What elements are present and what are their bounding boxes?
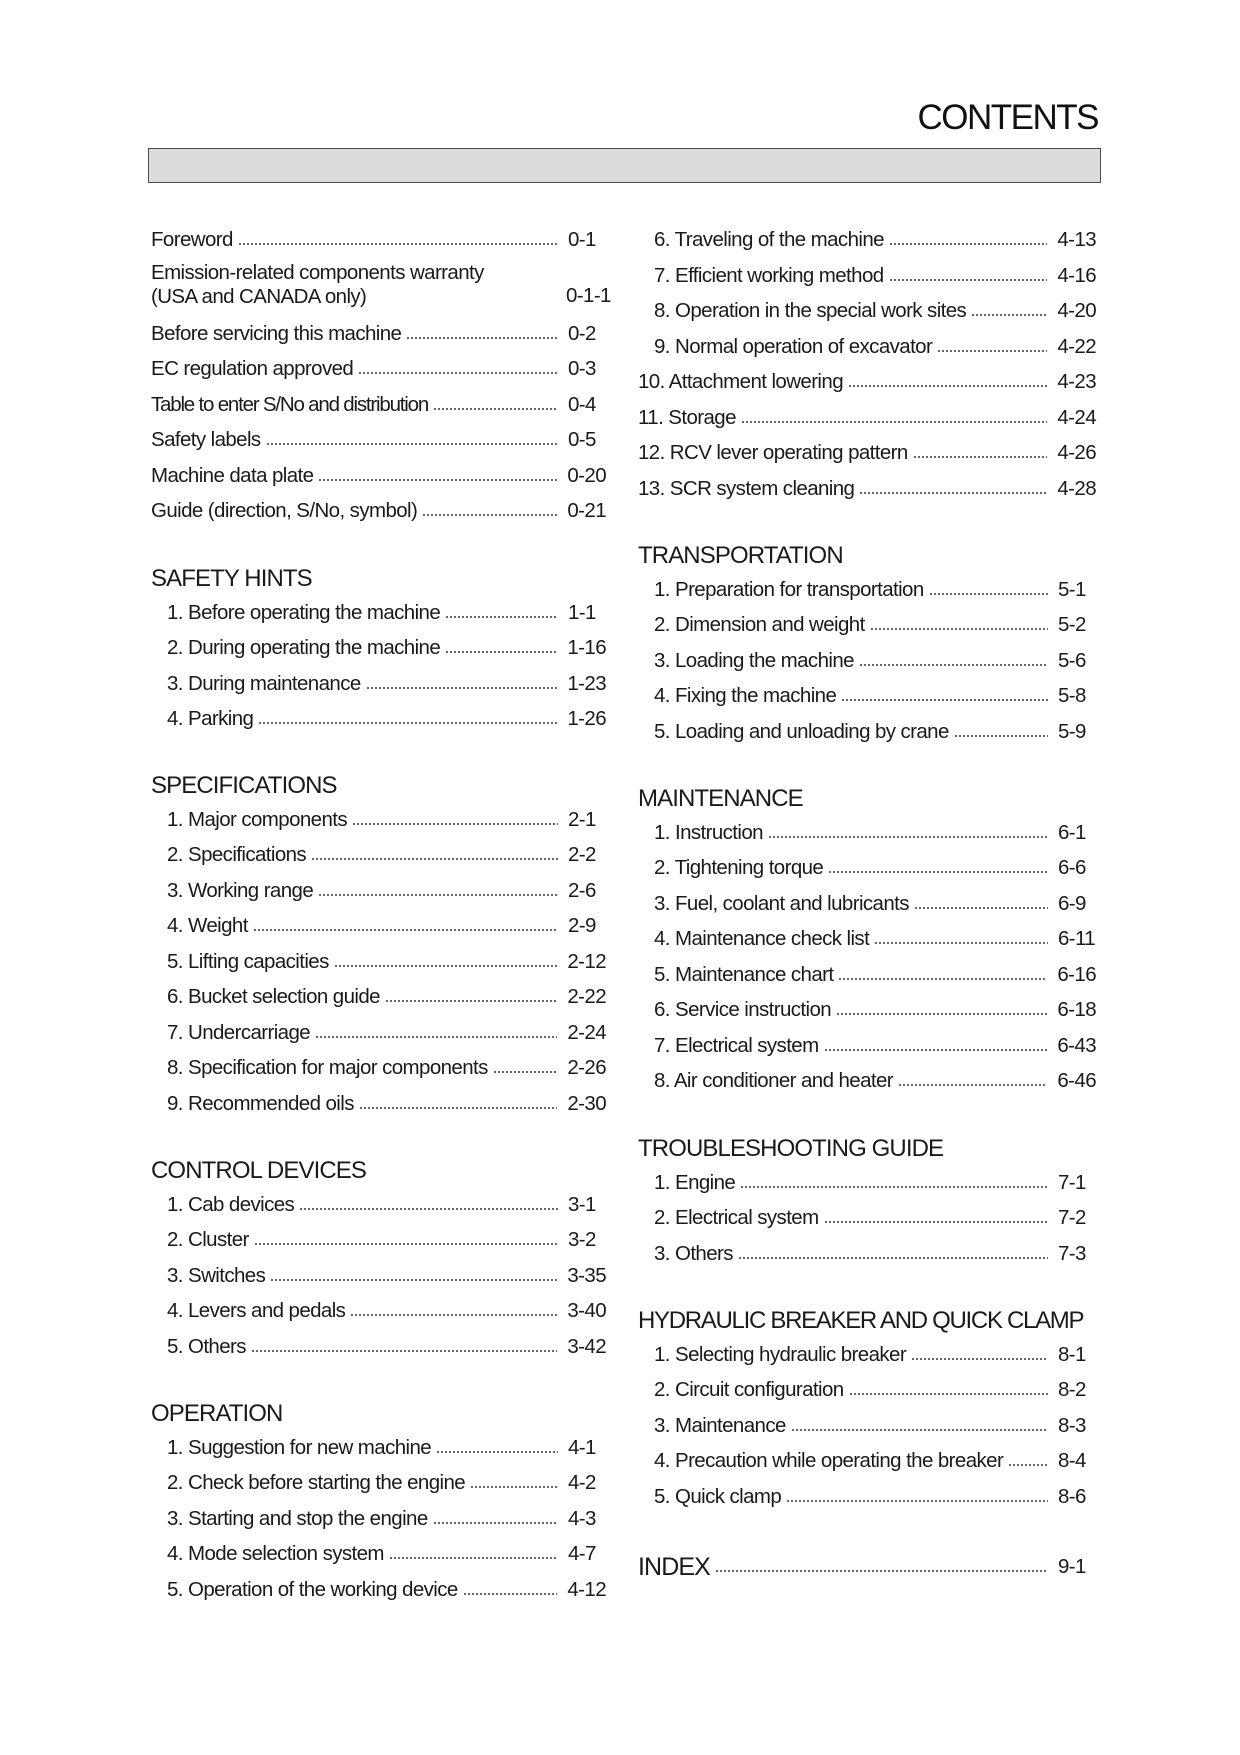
toc-entry[interactable]: 13. SCR system cleaning 4-28 xyxy=(638,477,1096,500)
leader-dots xyxy=(422,512,557,517)
page-number: 8-3 xyxy=(1058,1414,1086,1437)
page-number: 9-1 xyxy=(1058,1555,1086,1578)
toc-entry[interactable]: 1. Preparation for transportation 5-1 xyxy=(638,577,1096,603)
page-number: 2-12 xyxy=(567,950,606,973)
toc-entry[interactable]: 5. Loading and unloading by crane 5-9 xyxy=(638,719,1096,745)
toc-entry[interactable]: 8. Operation in the special work sites 4-20 xyxy=(654,299,1096,322)
leader-dots xyxy=(859,662,1048,667)
leader-dots xyxy=(266,441,558,446)
section-heading[interactable]: TRANSPORTATION xyxy=(638,542,843,569)
toc-entry[interactable]: 3. Maintenance 8-3 xyxy=(638,1413,1096,1439)
page-number: 2-2 xyxy=(568,843,596,866)
page-number: 5-9 xyxy=(1058,720,1086,743)
page-number: 3-2 xyxy=(568,1228,596,1251)
toc-entry[interactable]: 5. Maintenance chart 6-16 xyxy=(654,963,1096,986)
toc-entry[interactable]: 1. Suggestion for new machine 4-1 xyxy=(151,1435,606,1461)
page-number: 2-9 xyxy=(568,914,596,937)
toc-entry[interactable]: 4. Weight 2-9 xyxy=(151,913,606,939)
page-number: 1-26 xyxy=(567,707,606,730)
page-number: 4-3 xyxy=(568,1507,596,1530)
leader-dots xyxy=(828,869,1048,874)
page-number: 4-28 xyxy=(1057,477,1096,500)
leader-dots xyxy=(311,856,558,861)
toc-entry[interactable]: 3. Working range 2-6 xyxy=(151,878,606,904)
leader-dots xyxy=(848,383,1047,388)
leader-dots xyxy=(436,1449,558,1454)
section-heading[interactable]: CONTROL DEVICES xyxy=(151,1157,366,1184)
page-number: 2-1 xyxy=(568,808,596,831)
toc-entry-data-plate[interactable]: Machine data plate 0-20 xyxy=(151,464,606,487)
leader-dots xyxy=(254,1241,558,1246)
page-number: 5-6 xyxy=(1058,649,1086,672)
toc-entry[interactable]: 2. Check before starting the engine 4-2 xyxy=(151,1470,606,1496)
toc-entry[interactable]: 3. During maintenance 1-23 xyxy=(167,672,606,695)
toc-entry[interactable]: 6. Traveling of the machine 4-13 xyxy=(654,228,1096,251)
toc-entry[interactable]: 9. Normal operation of excavator 4-22 xyxy=(654,335,1096,358)
page-number: 6-11 xyxy=(1058,927,1096,950)
toc-entry-sno-table[interactable]: Table to enter S/No and distribution 0-4 xyxy=(151,392,606,418)
toc-entry[interactable]: 5. Others 3-42 xyxy=(167,1335,606,1358)
page-number: 8-2 xyxy=(1058,1378,1086,1401)
leader-dots xyxy=(352,821,558,826)
toc-entry[interactable]: 3. Others 7-3 xyxy=(638,1241,1096,1267)
page-title: CONTENTS xyxy=(917,98,1098,137)
leader-dots xyxy=(253,927,558,932)
toc-entry-safety-labels[interactable]: Safety labels 0-5 xyxy=(151,427,606,453)
toc-entry-ec-regulation[interactable]: EC regulation approved 0-3 xyxy=(151,356,606,382)
page-number: 4-16 xyxy=(1057,264,1096,287)
toc-entry[interactable]: 12. RCV lever operating pattern 4-26 xyxy=(638,441,1096,464)
page-number: 0-1-1 xyxy=(566,284,611,307)
page-number: 5-1 xyxy=(1058,578,1086,601)
page-number: 0-5 xyxy=(568,428,596,451)
leader-dots xyxy=(824,1047,1048,1052)
page-number: 5-2 xyxy=(1058,613,1086,636)
toc-entry[interactable]: 6. Bucket selection guide 2-22 xyxy=(167,985,606,1008)
toc-entry[interactable]: 8. Specification for major components 2-26 xyxy=(167,1056,606,1079)
toc-entry[interactable]: 7. Electrical system 6-43 xyxy=(654,1034,1096,1057)
page-number: 4-12 xyxy=(567,1578,606,1601)
leader-dots xyxy=(874,940,1048,945)
leader-dots xyxy=(929,591,1048,596)
leader-dots xyxy=(911,1356,1048,1361)
leader-dots xyxy=(433,1520,558,1525)
page-number: 6-18 xyxy=(1057,998,1096,1021)
page-number: 6-46 xyxy=(1057,1069,1096,1092)
leader-dots xyxy=(389,1555,558,1560)
toc-entry[interactable]: 7. Efficient working method 4-16 xyxy=(654,264,1096,287)
page-number: 4-24 xyxy=(1057,406,1096,429)
toc-entry[interactable]: 1. Major components 2-1 xyxy=(151,807,606,833)
page-number: 7-3 xyxy=(1058,1242,1086,1265)
leader-dots xyxy=(889,241,1047,246)
leader-dots xyxy=(299,1206,558,1211)
leader-dots xyxy=(889,277,1048,282)
page-number: 0-1 xyxy=(568,228,596,251)
toc-entry[interactable]: 8. Air conditioner and heater 6-46 xyxy=(654,1069,1096,1092)
page-number: 6-43 xyxy=(1057,1034,1096,1057)
leader-dots xyxy=(493,1069,558,1074)
page-number: 5-8 xyxy=(1058,684,1086,707)
leader-dots xyxy=(836,1011,1047,1016)
toc-entry[interactable]: 2. Tightening torque 6-6 xyxy=(638,855,1096,881)
toc-entry[interactable]: 4. Fixing the machine 5-8 xyxy=(638,683,1096,709)
page-number: 7-2 xyxy=(1058,1206,1086,1229)
page-number: 4-26 xyxy=(1057,441,1096,464)
section-heading[interactable]: MAINTENANCE xyxy=(638,785,803,812)
toc-entry[interactable]: 2. Specifications 2-2 xyxy=(151,842,606,868)
page-number: 4-22 xyxy=(1057,335,1096,358)
leader-dots xyxy=(350,1312,557,1317)
leader-dots xyxy=(358,370,558,375)
leader-dots xyxy=(258,720,557,725)
section-heading[interactable]: SPECIFICATIONS xyxy=(151,772,337,799)
page-number: 2-30 xyxy=(567,1092,606,1115)
leader-dots xyxy=(406,335,558,340)
toc-entry[interactable]: 1. Cab devices 3-1 xyxy=(151,1192,606,1218)
page-number: 6-6 xyxy=(1058,856,1086,879)
leader-dots xyxy=(433,406,558,411)
toc-entry[interactable]: 1. Instruction 6-1 xyxy=(638,820,1096,846)
leader-dots xyxy=(334,963,558,968)
page-number: 1-1 xyxy=(568,601,596,624)
leader-dots xyxy=(445,649,557,654)
section-heading[interactable]: TROUBLESHOOTING GUIDE xyxy=(638,1135,944,1162)
page-number: 2-26 xyxy=(567,1056,606,1079)
leader-dots xyxy=(913,454,1048,459)
page-number: 4-20 xyxy=(1057,299,1096,322)
page-number: 8-6 xyxy=(1058,1485,1086,1508)
page-number: 1-23 xyxy=(567,672,606,695)
toc-entry[interactable]: 11. Storage 4-24 xyxy=(638,406,1096,429)
section-heading[interactable]: OPERATION xyxy=(151,1400,283,1427)
toc-entry[interactable]: 2. Electrical system 7-2 xyxy=(638,1205,1096,1231)
leader-dots xyxy=(768,834,1048,839)
leader-dots xyxy=(870,626,1048,631)
page-number: 0-21 xyxy=(567,499,606,522)
page-number: 3-1 xyxy=(568,1193,596,1216)
toc-entry[interactable]: 4. Precaution while operating the breaker 8-4 xyxy=(638,1448,1096,1474)
page-number: 6-9 xyxy=(1058,892,1086,915)
toc-entry-before-servicing[interactable]: Before servicing this machine 0-2 xyxy=(151,321,606,347)
leader-dots xyxy=(359,1105,557,1110)
page-number: 2-24 xyxy=(567,1021,606,1044)
leader-dots xyxy=(954,733,1048,738)
toc-entry[interactable]: 5. Quick clamp 8-6 xyxy=(638,1484,1096,1510)
leader-dots xyxy=(315,1034,557,1039)
leader-dots xyxy=(824,1219,1048,1224)
page-number: 4-7 xyxy=(568,1542,596,1565)
toc-entry-emission-warranty[interactable]: Emission-related components warranty (USA and CANADA only) 0-1-1 xyxy=(151,261,611,308)
leader-dots xyxy=(741,419,1047,424)
page-number: 8-4 xyxy=(1058,1449,1086,1472)
toc-entry[interactable]: 4. Mode selection system 4-7 xyxy=(151,1541,606,1567)
leader-dots xyxy=(1008,1462,1048,1467)
leader-dots xyxy=(914,905,1048,910)
leader-dots xyxy=(270,1277,557,1282)
toc-entry[interactable]: 3. Switches 3-35 xyxy=(167,1264,606,1287)
leader-dots xyxy=(385,998,557,1003)
leader-dots xyxy=(937,348,1047,353)
toc-entry[interactable]: 4. Levers and pedals 3-40 xyxy=(167,1299,606,1322)
toc-entry[interactable]: 2. Dimension and weight 5-2 xyxy=(638,612,1096,638)
toc-entry[interactable]: 3. Starting and stop the engine 4-3 xyxy=(151,1506,606,1532)
page-number: 2-22 xyxy=(567,985,606,1008)
leader-dots xyxy=(841,697,1048,702)
page-number: 1-16 xyxy=(567,636,606,659)
page-number: 3-42 xyxy=(567,1335,606,1358)
toc-entry[interactable]: 6. Service instruction 6-18 xyxy=(654,998,1096,1021)
section-heading[interactable]: SAFETY HINTS xyxy=(151,565,312,592)
leader-dots xyxy=(251,1348,557,1353)
toc-entry[interactable]: 9. Recommended oils 2-30 xyxy=(167,1092,606,1115)
leader-dots xyxy=(738,1255,1048,1260)
toc-entry[interactable]: 1. Before operating the machine 1-1 xyxy=(151,600,606,626)
leader-dots xyxy=(470,1484,558,1489)
page-number: 4-2 xyxy=(568,1471,596,1494)
leader-dots xyxy=(318,892,558,897)
page-number: 7-1 xyxy=(1058,1171,1086,1194)
toc-entry[interactable]: 5. Lifting capacities 2-12 xyxy=(167,950,606,973)
leader-dots xyxy=(715,1568,1048,1573)
leader-dots xyxy=(838,976,1047,981)
toc-entry[interactable]: 2. Cluster 3-2 xyxy=(151,1227,606,1253)
page-number: 4-13 xyxy=(1057,228,1096,251)
leader-dots xyxy=(318,477,557,482)
page-number: 0-4 xyxy=(568,393,596,416)
toc-entry[interactable]: 5. Operation of the working device 4-12 xyxy=(167,1578,606,1601)
page-number: 4-1 xyxy=(568,1436,596,1459)
page-number: 3-35 xyxy=(567,1264,606,1287)
leader-dots xyxy=(786,1498,1048,1503)
leader-dots xyxy=(971,312,1047,317)
toc-entry[interactable]: 1. Selecting hydraulic breaker 8-1 xyxy=(638,1342,1096,1368)
page-number: 3-40 xyxy=(567,1299,606,1322)
page-number: 6-16 xyxy=(1057,963,1096,986)
leader-dots xyxy=(463,1591,558,1596)
leader-dots xyxy=(445,614,558,619)
leader-dots xyxy=(849,1391,1048,1396)
toc-entry-guide[interactable]: Guide (direction, S/No, symbol) 0-21 xyxy=(151,499,606,522)
toc-entry[interactable]: 4. Maintenance check list 6-11 xyxy=(654,927,1096,950)
toc-entry[interactable]: 3. Fuel, coolant and lubricants 6-9 xyxy=(638,891,1096,917)
title-banner xyxy=(148,148,1101,183)
page-number: 8-1 xyxy=(1058,1343,1086,1366)
page-number: 0-3 xyxy=(568,357,596,380)
toc-entry[interactable]: 2. Circuit configuration 8-2 xyxy=(638,1377,1096,1403)
toc-entry[interactable]: 4. Parking 1-26 xyxy=(167,707,606,730)
toc-entry-foreword[interactable]: Foreword 0-1 xyxy=(151,227,606,253)
toc-entry[interactable]: 10. Attachment lowering 4-23 xyxy=(638,370,1096,393)
page-number: 0-2 xyxy=(568,322,596,345)
leader-dots xyxy=(859,490,1047,495)
page-number: 4-23 xyxy=(1057,370,1096,393)
section-heading[interactable]: HYDRAULIC BREAKER AND QUICK CLAMP xyxy=(638,1307,1084,1334)
leader-dots xyxy=(898,1082,1047,1087)
toc-entry-index[interactable]: INDEX 9-1 xyxy=(638,1550,1096,1580)
leader-dots xyxy=(791,1427,1048,1432)
leader-dots xyxy=(740,1184,1048,1189)
page-number: 6-1 xyxy=(1058,821,1086,844)
toc-entry[interactable]: 3. Loading the machine 5-6 xyxy=(638,648,1096,674)
toc-entry[interactable]: 1. Engine 7-1 xyxy=(638,1170,1096,1196)
page-number: 2-6 xyxy=(568,879,596,902)
page-number: 0-20 xyxy=(567,464,606,487)
leader-dots xyxy=(366,685,558,690)
toc-entry[interactable]: 7. Undercarriage 2-24 xyxy=(167,1021,606,1044)
toc-entry[interactable]: 2. During operating the machine 1-16 xyxy=(167,636,606,659)
leader-dots xyxy=(238,241,558,246)
